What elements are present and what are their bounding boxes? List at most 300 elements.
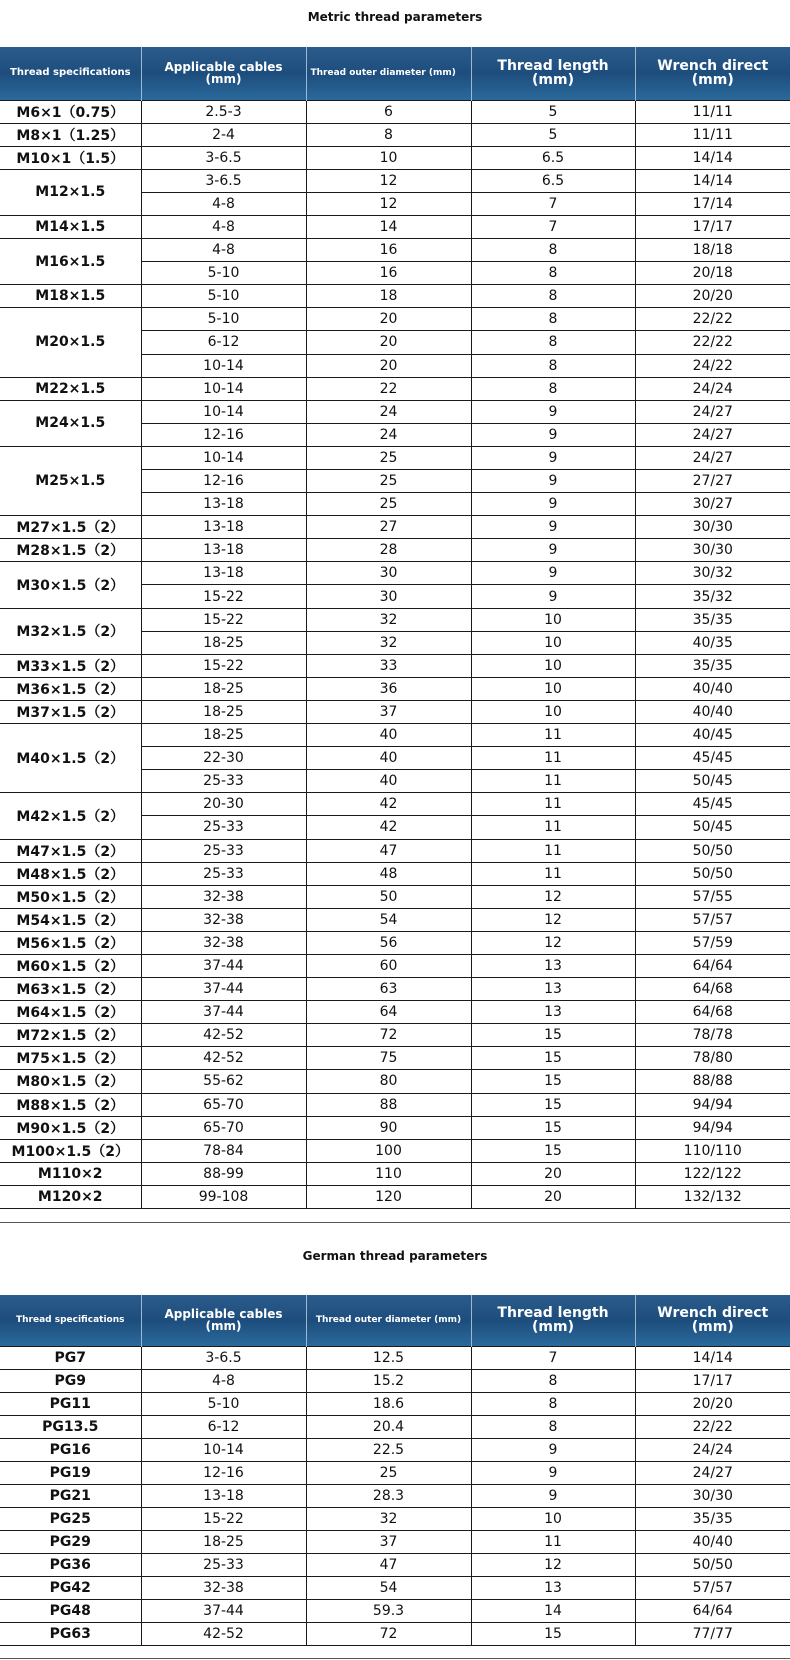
thread-spec-cell: M6×1（0.75）: [0, 100, 141, 123]
thread-spec-cell: PG13.5: [0, 1415, 141, 1438]
applicable-cables-cell: 5-10: [141, 308, 306, 331]
thread-length-cell: 9: [471, 446, 635, 469]
applicable-cables-cell: 5-10: [141, 1392, 306, 1415]
outer-diameter-cell: 48: [306, 862, 471, 885]
thread-spec-cell: M110×2: [0, 1162, 141, 1185]
thread-spec-cell: PG9: [0, 1369, 141, 1392]
thread-length-cell: 9: [471, 585, 635, 608]
wrench-cell: 27/27: [635, 470, 790, 493]
outer-diameter-cell: 12: [306, 169, 471, 192]
outer-diameter-cell: 33: [306, 654, 471, 677]
applicable-cables-cell: 3-6.5: [141, 146, 306, 169]
thread-spec-cell: M25×1.5: [0, 446, 141, 515]
table-row: [0, 146, 790, 169]
table-row: [0, 839, 790, 862]
applicable-cables-cell: 2.5-3: [141, 100, 306, 123]
thread-spec-cell: PG29: [0, 1530, 141, 1553]
wrench-cell: 57/57: [635, 908, 790, 931]
thread-spec-cell: M30×1.5（2）: [0, 562, 141, 608]
wrench-cell: 35/32: [635, 585, 790, 608]
applicable-cables-cell: 42-52: [141, 1622, 306, 1645]
table-row: [0, 1139, 790, 1162]
thread-length-cell: 8: [471, 354, 635, 377]
wrench-cell: 45/45: [635, 747, 790, 770]
applicable-cables-cell: 22-30: [141, 747, 306, 770]
table-row: [0, 1415, 790, 1438]
thread-length-cell: 8: [471, 377, 635, 400]
thread-spec-cell: M47×1.5（2）: [0, 839, 141, 862]
wrench-cell: 18/18: [635, 239, 790, 262]
table-row: [0, 654, 790, 677]
thread-length-cell: 13: [471, 1576, 635, 1599]
outer-diameter-cell: 12: [306, 192, 471, 215]
outer-diameter-cell: 18.6: [306, 1392, 471, 1415]
thread-length-cell: 8: [471, 285, 635, 308]
thread-length-cell: 12: [471, 885, 635, 908]
outer-diameter-cell: 37: [306, 1530, 471, 1553]
thread-length-cell: 15: [471, 1024, 635, 1047]
thread-length-cell: 7: [471, 192, 635, 215]
applicable-cables-cell: 10-14: [141, 446, 306, 469]
table-row: [0, 1070, 790, 1093]
thread-spec-cell: M10×1（1.5）: [0, 146, 141, 169]
table-row: [0, 100, 790, 123]
thread-spec-cell: M54×1.5（2）: [0, 908, 141, 931]
outer-diameter-cell: 120: [306, 1185, 471, 1208]
wrench-cell: 64/64: [635, 1599, 790, 1622]
applicable-cables-cell: 37-44: [141, 954, 306, 977]
header-thread-length: Thread length (mm): [471, 47, 635, 100]
wrench-cell: 30/30: [635, 516, 790, 539]
metric-thread-table: [0, 47, 790, 1209]
outer-diameter-cell: 14: [306, 215, 471, 238]
thread-spec-cell: PG19: [0, 1461, 141, 1484]
thread-length-cell: 11: [471, 816, 635, 839]
applicable-cables-cell: 12-16: [141, 470, 306, 493]
thread-spec-cell: M88×1.5（2）: [0, 1093, 141, 1116]
table-row: [0, 285, 790, 308]
wrench-cell: 50/50: [635, 1553, 790, 1576]
outer-diameter-cell: 40: [306, 770, 471, 793]
thread-length-cell: 15: [471, 1139, 635, 1162]
applicable-cables-cell: 18-25: [141, 724, 306, 747]
outer-diameter-cell: 75: [306, 1047, 471, 1070]
thread-length-cell: 11: [471, 724, 635, 747]
outer-diameter-cell: 32: [306, 608, 471, 631]
wrench-cell: 64/64: [635, 954, 790, 977]
outer-diameter-cell: 56: [306, 931, 471, 954]
header-wrench: Wrench direct (mm): [635, 1295, 790, 1346]
thread-length-cell: 5: [471, 100, 635, 123]
thread-spec-cell: M48×1.5（2）: [0, 862, 141, 885]
table-row: [0, 793, 790, 816]
outer-diameter-cell: 37: [306, 700, 471, 723]
outer-diameter-cell: 32: [306, 1507, 471, 1530]
outer-diameter-cell: 42: [306, 793, 471, 816]
applicable-cables-cell: 3-6.5: [141, 169, 306, 192]
applicable-cables-cell: 15-22: [141, 608, 306, 631]
outer-diameter-cell: 54: [306, 1576, 471, 1599]
applicable-cables-cell: 18-25: [141, 700, 306, 723]
header-wrench: Wrench direct (mm): [635, 47, 790, 100]
thread-spec-cell: M16×1.5: [0, 239, 141, 285]
applicable-cables-cell: 78-84: [141, 1139, 306, 1162]
thread-length-cell: 9: [471, 423, 635, 446]
applicable-cables-cell: 25-33: [141, 1553, 306, 1576]
thread-spec-cell: M60×1.5（2）: [0, 954, 141, 977]
applicable-cables-cell: 20-30: [141, 793, 306, 816]
wrench-cell: 40/35: [635, 631, 790, 654]
outer-diameter-cell: 63: [306, 978, 471, 1001]
thread-spec-cell: M18×1.5: [0, 285, 141, 308]
section-divider: [0, 1222, 790, 1223]
thread-spec-cell: M42×1.5（2）: [0, 793, 141, 839]
wrench-cell: 50/45: [635, 770, 790, 793]
thread-spec-cell: M32×1.5（2）: [0, 608, 141, 654]
table-row: [0, 931, 790, 954]
wrench-cell: 30/30: [635, 1484, 790, 1507]
wrench-cell: 20/18: [635, 262, 790, 285]
applicable-cables-cell: 4-8: [141, 1369, 306, 1392]
outer-diameter-cell: 18: [306, 285, 471, 308]
outer-diameter-cell: 100: [306, 1139, 471, 1162]
wrench-cell: 64/68: [635, 978, 790, 1001]
applicable-cables-cell: 32-38: [141, 885, 306, 908]
wrench-cell: 11/11: [635, 100, 790, 123]
thread-length-cell: 11: [471, 747, 635, 770]
applicable-cables-cell: 4-8: [141, 192, 306, 215]
applicable-cables-cell: 3-6.5: [141, 1346, 306, 1369]
wrench-cell: 40/40: [635, 1530, 790, 1553]
thread-length-cell: 11: [471, 839, 635, 862]
thread-length-cell: 6.5: [471, 169, 635, 192]
wrench-cell: 64/68: [635, 1001, 790, 1024]
thread-spec-cell: M28×1.5（2）: [0, 539, 141, 562]
outer-diameter-cell: 110: [306, 1162, 471, 1185]
table-row: [0, 1093, 790, 1116]
outer-diameter-cell: 24: [306, 423, 471, 446]
thread-spec-cell: PG63: [0, 1622, 141, 1645]
wrench-cell: 17/17: [635, 1369, 790, 1392]
thread-spec-cell: M80×1.5（2）: [0, 1070, 141, 1093]
thread-length-cell: 11: [471, 862, 635, 885]
wrench-cell: 24/22: [635, 354, 790, 377]
thread-length-cell: 13: [471, 978, 635, 1001]
table-row: [0, 123, 790, 146]
outer-diameter-cell: 47: [306, 1553, 471, 1576]
thread-length-cell: 9: [471, 539, 635, 562]
thread-length-cell: 14: [471, 1599, 635, 1622]
table-row: [0, 1622, 790, 1645]
applicable-cables-cell: 13-18: [141, 1484, 306, 1507]
applicable-cables-cell: 25-33: [141, 862, 306, 885]
header-applicable-cables: Applicable cables (mm): [141, 47, 306, 100]
outer-diameter-cell: 22.5: [306, 1438, 471, 1461]
outer-diameter-cell: 12.5: [306, 1346, 471, 1369]
wrench-cell: 40/45: [635, 724, 790, 747]
table-row: [0, 1461, 790, 1484]
wrench-cell: 11/11: [635, 123, 790, 146]
outer-diameter-cell: 25: [306, 470, 471, 493]
thread-length-cell: 20: [471, 1162, 635, 1185]
wrench-cell: 22/22: [635, 331, 790, 354]
wrench-cell: 24/27: [635, 446, 790, 469]
table-row: [0, 1553, 790, 1576]
applicable-cables-cell: 4-8: [141, 215, 306, 238]
applicable-cables-cell: 6-12: [141, 1415, 306, 1438]
applicable-cables-cell: 13-18: [141, 493, 306, 516]
wrench-cell: 50/50: [635, 839, 790, 862]
applicable-cables-cell: 4-8: [141, 239, 306, 262]
applicable-cables-cell: 10-14: [141, 400, 306, 423]
wrench-cell: 24/27: [635, 400, 790, 423]
applicable-cables-cell: 18-25: [141, 631, 306, 654]
thread-length-cell: 8: [471, 331, 635, 354]
outer-diameter-cell: 47: [306, 839, 471, 862]
outer-diameter-cell: 28.3: [306, 1484, 471, 1507]
applicable-cables-cell: 18-25: [141, 1530, 306, 1553]
table-row: [0, 978, 790, 1001]
outer-diameter-cell: 40: [306, 747, 471, 770]
applicable-cables-cell: 42-52: [141, 1024, 306, 1047]
table-row: [0, 1024, 790, 1047]
thread-spec-cell: M12×1.5: [0, 169, 141, 215]
applicable-cables-cell: 32-38: [141, 1576, 306, 1599]
wrench-cell: 57/57: [635, 1576, 790, 1599]
wrench-cell: 17/17: [635, 215, 790, 238]
outer-diameter-cell: 32: [306, 631, 471, 654]
wrench-cell: 78/80: [635, 1047, 790, 1070]
table-row: [0, 215, 790, 238]
wrench-cell: 57/59: [635, 931, 790, 954]
wrench-cell: 40/40: [635, 677, 790, 700]
outer-diameter-cell: 25: [306, 446, 471, 469]
outer-diameter-cell: 16: [306, 239, 471, 262]
thread-spec-cell: M40×1.5（2）: [0, 724, 141, 793]
thread-spec-cell: M72×1.5（2）: [0, 1024, 141, 1047]
applicable-cables-cell: 88-99: [141, 1162, 306, 1185]
wrench-cell: 30/27: [635, 493, 790, 516]
wrench-cell: 14/14: [635, 146, 790, 169]
thread-spec-cell: PG42: [0, 1576, 141, 1599]
outer-diameter-cell: 60: [306, 954, 471, 977]
outer-diameter-cell: 88: [306, 1093, 471, 1116]
applicable-cables-cell: 18-25: [141, 677, 306, 700]
table-row: [0, 377, 790, 400]
wrench-cell: 50/45: [635, 816, 790, 839]
outer-diameter-cell: 15.2: [306, 1369, 471, 1392]
wrench-cell: 30/30: [635, 539, 790, 562]
german-header-row: [0, 1295, 790, 1346]
table-row: [0, 1392, 790, 1415]
header-outer-diameter: Thread outer diameter (mm): [306, 1295, 471, 1346]
applicable-cables-cell: 15-22: [141, 585, 306, 608]
header-applicable-cables: Applicable cables (mm): [141, 1295, 306, 1346]
thread-length-cell: 10: [471, 608, 635, 631]
outer-diameter-cell: 25: [306, 1461, 471, 1484]
table-row: [0, 885, 790, 908]
wrench-cell: 24/24: [635, 377, 790, 400]
thread-spec-cell: PG48: [0, 1599, 141, 1622]
wrench-cell: 24/27: [635, 1461, 790, 1484]
thread-length-cell: 10: [471, 1507, 635, 1530]
thread-length-cell: 8: [471, 1369, 635, 1392]
thread-spec-cell: M63×1.5（2）: [0, 978, 141, 1001]
outer-diameter-cell: 10: [306, 146, 471, 169]
outer-diameter-cell: 28: [306, 539, 471, 562]
thread-length-cell: 9: [471, 1438, 635, 1461]
wrench-cell: 35/35: [635, 654, 790, 677]
outer-diameter-cell: 59.3: [306, 1599, 471, 1622]
table-row: [0, 1438, 790, 1461]
thread-spec-cell: M22×1.5: [0, 377, 141, 400]
table-row: [0, 724, 790, 747]
table-row: [0, 1162, 790, 1185]
outer-diameter-cell: 72: [306, 1622, 471, 1645]
thread-length-cell: 5: [471, 123, 635, 146]
thread-spec-cell: PG11: [0, 1392, 141, 1415]
thread-spec-cell: M50×1.5（2）: [0, 885, 141, 908]
outer-diameter-cell: 20: [306, 308, 471, 331]
table-row: [0, 700, 790, 723]
thread-spec-cell: M100×1.5（2）: [0, 1139, 141, 1162]
table-row: [0, 308, 790, 331]
outer-diameter-cell: 42: [306, 816, 471, 839]
wrench-cell: 30/32: [635, 562, 790, 585]
applicable-cables-cell: 25-33: [141, 839, 306, 862]
table-row: [0, 1530, 790, 1553]
outer-diameter-cell: 27: [306, 516, 471, 539]
thread-length-cell: 8: [471, 308, 635, 331]
applicable-cables-cell: 5-10: [141, 285, 306, 308]
wrench-cell: 20/20: [635, 285, 790, 308]
header-thread-spec: Thread specifications: [0, 1295, 141, 1346]
outer-diameter-cell: 36: [306, 677, 471, 700]
wrench-cell: 20/20: [635, 1392, 790, 1415]
wrench-cell: 24/27: [635, 423, 790, 446]
wrench-cell: 132/132: [635, 1185, 790, 1208]
thread-spec-cell: M14×1.5: [0, 215, 141, 238]
outer-diameter-cell: 24: [306, 400, 471, 423]
wrench-cell: 88/88: [635, 1070, 790, 1093]
applicable-cables-cell: 25-33: [141, 816, 306, 839]
wrench-cell: 57/55: [635, 885, 790, 908]
table-row: [0, 1599, 790, 1622]
wrench-cell: 22/22: [635, 308, 790, 331]
outer-diameter-cell: 90: [306, 1116, 471, 1139]
table-row: [0, 516, 790, 539]
applicable-cables-cell: 12-16: [141, 1461, 306, 1484]
wrench-cell: 14/14: [635, 169, 790, 192]
thread-length-cell: 13: [471, 1001, 635, 1024]
outer-diameter-cell: 22: [306, 377, 471, 400]
table-row: [0, 169, 790, 192]
metric-header-row: [0, 47, 790, 100]
thread-length-cell: 11: [471, 770, 635, 793]
wrench-cell: 77/77: [635, 1622, 790, 1645]
table-row: [0, 239, 790, 262]
thread-spec-cell: M8×1（1.25）: [0, 123, 141, 146]
thread-spec-cell: PG16: [0, 1438, 141, 1461]
applicable-cables-cell: 42-52: [141, 1047, 306, 1070]
outer-diameter-cell: 25: [306, 493, 471, 516]
german-title: German thread parameters: [302, 1249, 488, 1263]
table-row: [0, 1507, 790, 1530]
applicable-cables-cell: 10-14: [141, 1438, 306, 1461]
wrench-cell: 35/35: [635, 608, 790, 631]
applicable-cables-cell: 99-108: [141, 1185, 306, 1208]
wrench-cell: 94/94: [635, 1093, 790, 1116]
thread-length-cell: 8: [471, 1392, 635, 1415]
thread-length-cell: 11: [471, 793, 635, 816]
wrench-cell: 45/45: [635, 793, 790, 816]
applicable-cables-cell: 32-38: [141, 931, 306, 954]
outer-diameter-cell: 40: [306, 724, 471, 747]
applicable-cables-cell: 10-14: [141, 354, 306, 377]
thread-spec-cell: M120×2: [0, 1185, 141, 1208]
table-row: [0, 1001, 790, 1024]
table-row: [0, 1047, 790, 1070]
applicable-cables-cell: 15-22: [141, 654, 306, 677]
wrench-cell: 94/94: [635, 1116, 790, 1139]
table-row: [0, 1346, 790, 1369]
thread-length-cell: 6.5: [471, 146, 635, 169]
table-row: [0, 677, 790, 700]
german-thread-table: [0, 1295, 790, 1646]
wrench-cell: 17/14: [635, 192, 790, 215]
thread-spec-cell: PG21: [0, 1484, 141, 1507]
applicable-cables-cell: 37-44: [141, 1001, 306, 1024]
thread-spec-cell: M64×1.5（2）: [0, 1001, 141, 1024]
thread-spec-cell: M36×1.5（2）: [0, 677, 141, 700]
thread-spec-cell: M75×1.5（2）: [0, 1047, 141, 1070]
thread-length-cell: 8: [471, 239, 635, 262]
applicable-cables-cell: 55-62: [141, 1070, 306, 1093]
thread-length-cell: 7: [471, 215, 635, 238]
thread-length-cell: 12: [471, 908, 635, 931]
wrench-cell: 40/40: [635, 700, 790, 723]
thread-length-cell: 8: [471, 1415, 635, 1438]
wrench-cell: 14/14: [635, 1346, 790, 1369]
applicable-cables-cell: 13-18: [141, 562, 306, 585]
applicable-cables-cell: 13-18: [141, 539, 306, 562]
thread-length-cell: 15: [471, 1116, 635, 1139]
thread-length-cell: 15: [471, 1622, 635, 1645]
outer-diameter-cell: 64: [306, 1001, 471, 1024]
header-thread-length: Thread length (mm): [471, 1295, 635, 1346]
thread-length-cell: 9: [471, 1461, 635, 1484]
table-row: [0, 1116, 790, 1139]
thread-length-cell: 9: [471, 470, 635, 493]
thread-length-cell: 15: [471, 1047, 635, 1070]
outer-diameter-cell: 72: [306, 1024, 471, 1047]
wrench-cell: 22/22: [635, 1415, 790, 1438]
thread-length-cell: 9: [471, 493, 635, 516]
table-row: [0, 539, 790, 562]
thread-spec-cell: M27×1.5（2）: [0, 516, 141, 539]
outer-diameter-cell: 16: [306, 262, 471, 285]
applicable-cables-cell: 65-70: [141, 1093, 306, 1116]
thread-length-cell: 15: [471, 1070, 635, 1093]
thread-length-cell: 10: [471, 631, 635, 654]
thread-length-cell: 10: [471, 700, 635, 723]
thread-length-cell: 8: [471, 262, 635, 285]
outer-diameter-cell: 8: [306, 123, 471, 146]
german-table-body: [0, 1346, 790, 1645]
table-row: [0, 1484, 790, 1507]
thread-length-cell: 9: [471, 562, 635, 585]
thread-spec-cell: M24×1.5: [0, 400, 141, 446]
